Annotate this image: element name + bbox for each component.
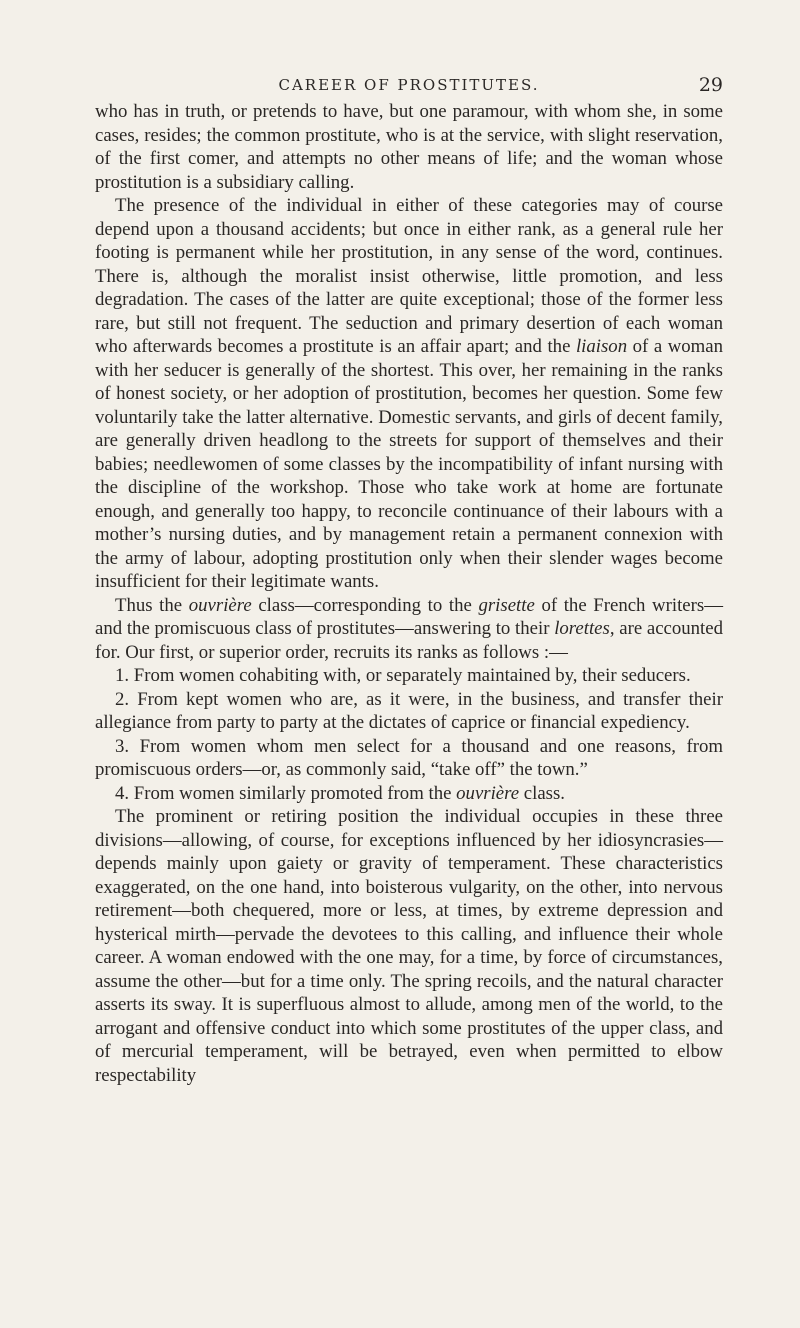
italic-ouvriere-2: ouvrière <box>456 782 520 804</box>
text-run: of the French writers—and the promiscuous class of prostitutes—answering to their <box>95 594 723 639</box>
text-run: 4. From women similarly promoted from the <box>115 782 457 804</box>
body-text <box>95 100 723 1087</box>
running-head-title: CAREER OF PROSTITUTES. <box>278 76 540 94</box>
italic-liaison: liaison <box>575 336 628 357</box>
list-item-2: 2. From kept women who are, as it were, in the business, and transfer their allegiance from party to party at the dictates of caprice or financial expediency. <box>95 688 723 733</box>
paragraph-classes <box>95 594 723 665</box>
page-number: 29 <box>698 74 723 96</box>
text-run: class—corresponding to the <box>251 594 479 616</box>
text-run: class. <box>519 782 565 804</box>
paragraph-continued: who has in truth, or pretends to have, but one paramour, with whom she, in some cases, resides; the common prostitute, who is at the service, with slight reservation, of the first comer, and attempts no other means of life; and the woman whose prostitution is a subsidiary calling. <box>95 101 723 193</box>
text-run: of a woman with her seducer is generally of the shortest. This over, her remaining in the ranks of honest society, or her adoption of prostitution, becomes her question. Some few voluntarily take the latter alternative. Domestic servants, and girls of decent family, are generally driven headlong to the streets for support of themselves and their babies; needlewomen of some classes by the incompatibility of infant nursing with the discipline of the workshop. Those who take work at home are fortunate enough, and generally too happy, to reconcile continuance of their labours with a mother’s nursing duties, and by management retain a permanent connexion with the army of labour, adopting prostitution only when their slender wages become insufficient for their legitimate wants. <box>95 336 723 592</box>
list-item-3: 3. From women whom men select for a thousand and one reasons, from promiscuous orders—or, as commonly said, “take off” the town.” <box>95 735 723 780</box>
italic-ouvriere: ouvrière <box>188 594 252 616</box>
list-item-4 <box>95 782 723 806</box>
paragraph-categories <box>95 194 723 594</box>
text-run: , are accounted for. Our first, or superior order, recruits its ranks as follows :— <box>95 618 724 663</box>
italic-grisette: grisette <box>478 594 535 616</box>
text-run: The presence of the individual in either of these categories may of course depend upon a thousand accidents; but once in either rank, as a general rule her footing is permanent while her prostitution, in any sense of the word, continues. There is, although the moralist insist otherwise, little promotion, and less degradation. The cases of the latter are quite exceptional; those of the former less rare, but still not frequent. The seduction and primary desertion of each woman who afterwards becomes a prostitute is an affair apart; and the <box>95 195 723 357</box>
text-run: Thus the <box>115 594 189 616</box>
running-head <box>95 76 723 100</box>
list-item-1: 1. From women cohabiting with, or separately maintained by, their seducers. <box>115 665 691 686</box>
italic-lorettes: lorettes <box>554 618 610 639</box>
paragraph-temperament: The prominent or retiring position the individual occupies in these three divisions—allowing, of course, for exceptions influenced by her idiosyncrasies—depends mainly upon gaiety or gravity of temperament. These characteristics exaggerated, on the one hand, into boisterous vulgarity, on the other, into nervous retirement—both chequered, more or less, at times, by extreme depression and hysterical mirth—pervade the devotees to this calling, and influence their whole career. A woman endowed with the one may, for a time, by force of circumstances, assume the other—but for a time only. The spring recoils, and the natural character asserts its sway. It is superfluous almost to allude, among men of the world, to the arrogant and offensive conduct into which some prostitutes of the upper class, and of mercurial temperament, will be betrayed, even when permitted to elbow respectability <box>95 806 723 1086</box>
